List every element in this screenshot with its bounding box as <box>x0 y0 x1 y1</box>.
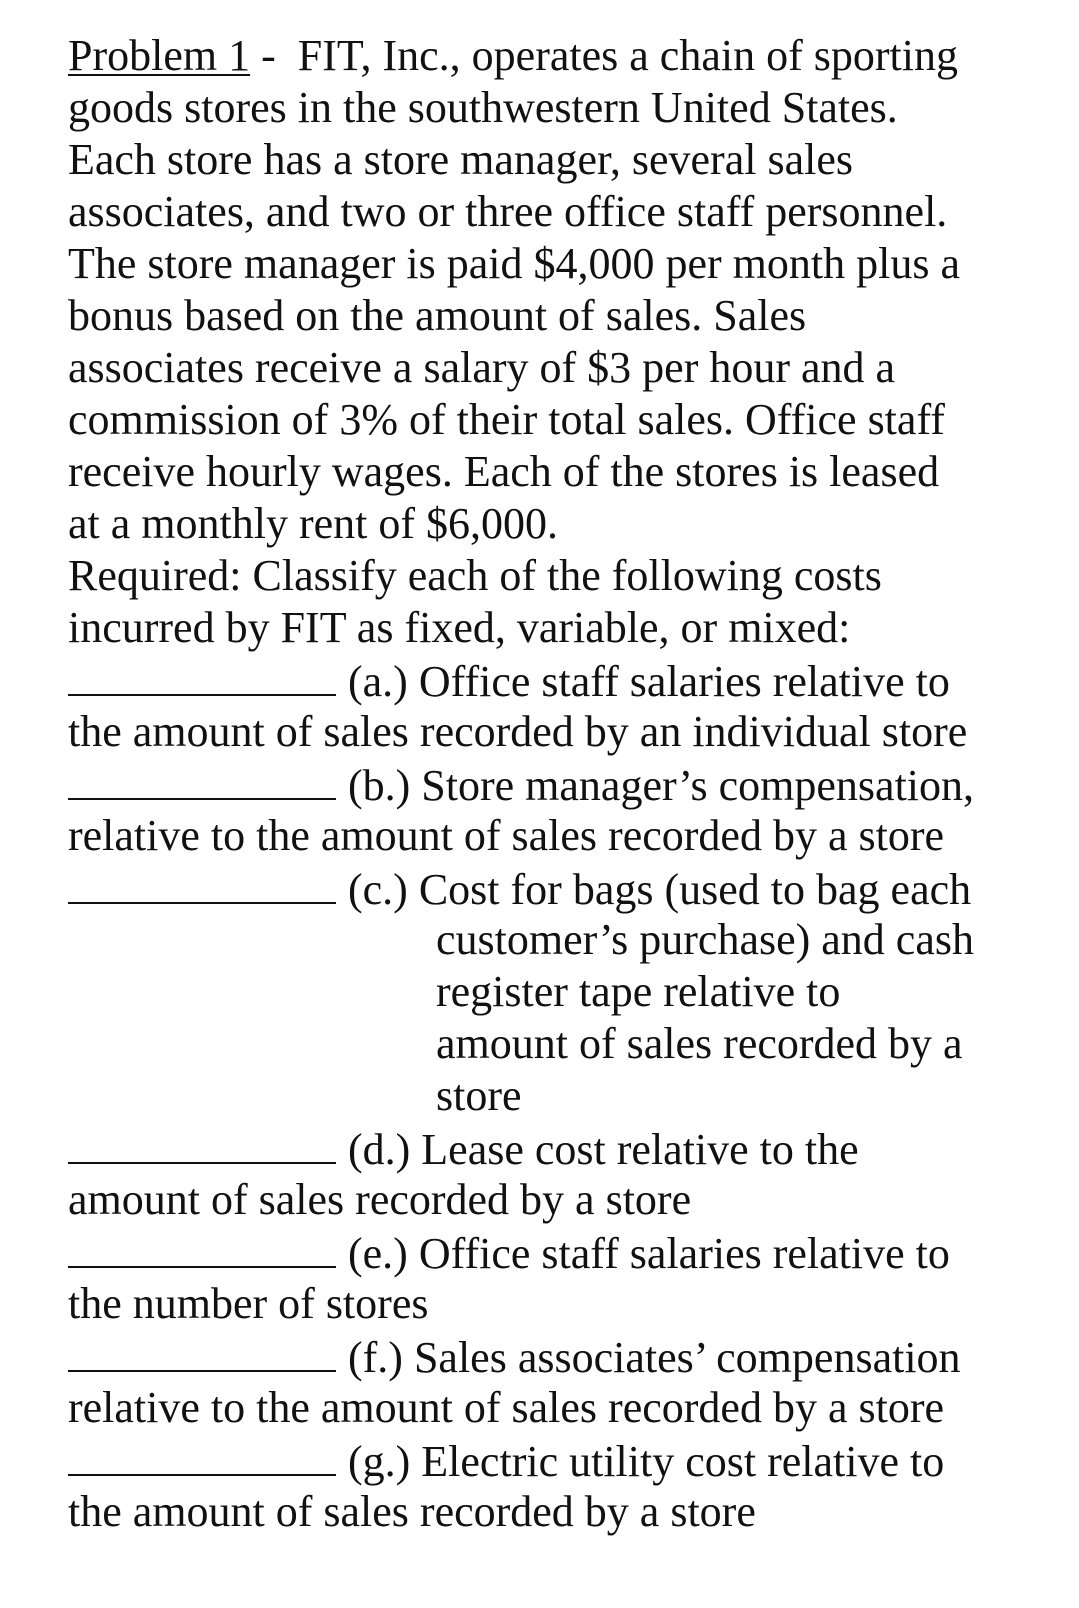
item-e <box>68 1226 1028 1278</box>
item-g-cont-1: the amount of sales recorded by a store <box>68 1487 756 1536</box>
intro-line-8: commission of 3% of their total sales. Office staff <box>68 395 945 444</box>
problem-heading: Problem 1 <box>68 31 251 80</box>
item-c-cont-4: store <box>436 1071 522 1120</box>
intro-line-10: at a monthly rent of $6,000. <box>68 499 559 548</box>
intro-line-2: goods stores in the southwestern United States. <box>68 83 898 132</box>
item-c-cont-3: amount of sales recorded by a <box>436 1019 963 1068</box>
answer-blank-c[interactable] <box>68 862 336 904</box>
item-f-text: (f.) Sales associates’ compensation <box>348 1333 961 1382</box>
item-f <box>68 1330 1028 1382</box>
intro-line-5: The store manager is paid $4,000 per month plus a <box>68 239 961 288</box>
item-c-cont-1: customer’s purchase) and cash <box>436 915 974 964</box>
answer-blank-f[interactable] <box>68 1330 336 1372</box>
intro-line-1 <box>68 30 1028 82</box>
item-d-cont-1: amount of sales recorded by a store <box>68 1175 692 1224</box>
item-d-text: (d.) Lease cost relative to the <box>348 1125 859 1174</box>
item-d <box>68 1122 1028 1174</box>
intro-line-9: receive hourly wages. Each of the stores is leased <box>68 447 940 496</box>
intro-line-4: associates, and two or three office staff personnel. <box>68 187 948 236</box>
intro-line-6: bonus based on the amount of sales. Sales <box>68 291 807 340</box>
answer-blank-d[interactable] <box>68 1122 336 1164</box>
item-a-cont-1: the amount of sales recorded by an individual store <box>68 707 968 756</box>
answer-blank-a[interactable] <box>68 654 336 696</box>
problem-document <box>68 30 1028 1538</box>
item-b-text: (b.) Store manager’s compensation, <box>348 761 975 810</box>
required-line-2: incurred by FIT as fixed, variable, or mixed: <box>68 603 851 652</box>
item-b-cont-1: relative to the amount of sales recorded by a store <box>68 811 945 860</box>
item-f-cont-1: relative to the amount of sales recorded by a store <box>68 1383 945 1432</box>
required-line-1: Required: Classify each of the following costs <box>68 551 882 600</box>
item-a-text: (a.) Office staff salaries relative to <box>348 657 950 706</box>
item-g-text: (g.) Electric utility cost relative to <box>348 1437 945 1486</box>
item-e-text: (e.) Office staff salaries relative to <box>348 1229 950 1278</box>
answer-blank-b[interactable] <box>68 758 336 800</box>
item-a <box>68 654 1028 706</box>
item-e-cont-1: the number of stores <box>68 1279 429 1328</box>
item-c-text: (c.) Cost for bags (used to bag each <box>348 865 972 914</box>
heading-separator: - <box>250 31 298 80</box>
answer-blank-g[interactable] <box>68 1434 336 1476</box>
intro-text: FIT, Inc., operates a chain of sporting <box>297 31 958 80</box>
item-b <box>68 758 1028 810</box>
item-g <box>68 1434 1028 1486</box>
intro-line-3: Each store has a store manager, several sales <box>68 135 853 184</box>
answer-blank-e[interactable] <box>68 1226 336 1268</box>
intro-line-7: associates receive a salary of $3 per hour and a <box>68 343 896 392</box>
item-c <box>68 862 1028 914</box>
item-c-cont-2: register tape relative to <box>436 967 841 1016</box>
